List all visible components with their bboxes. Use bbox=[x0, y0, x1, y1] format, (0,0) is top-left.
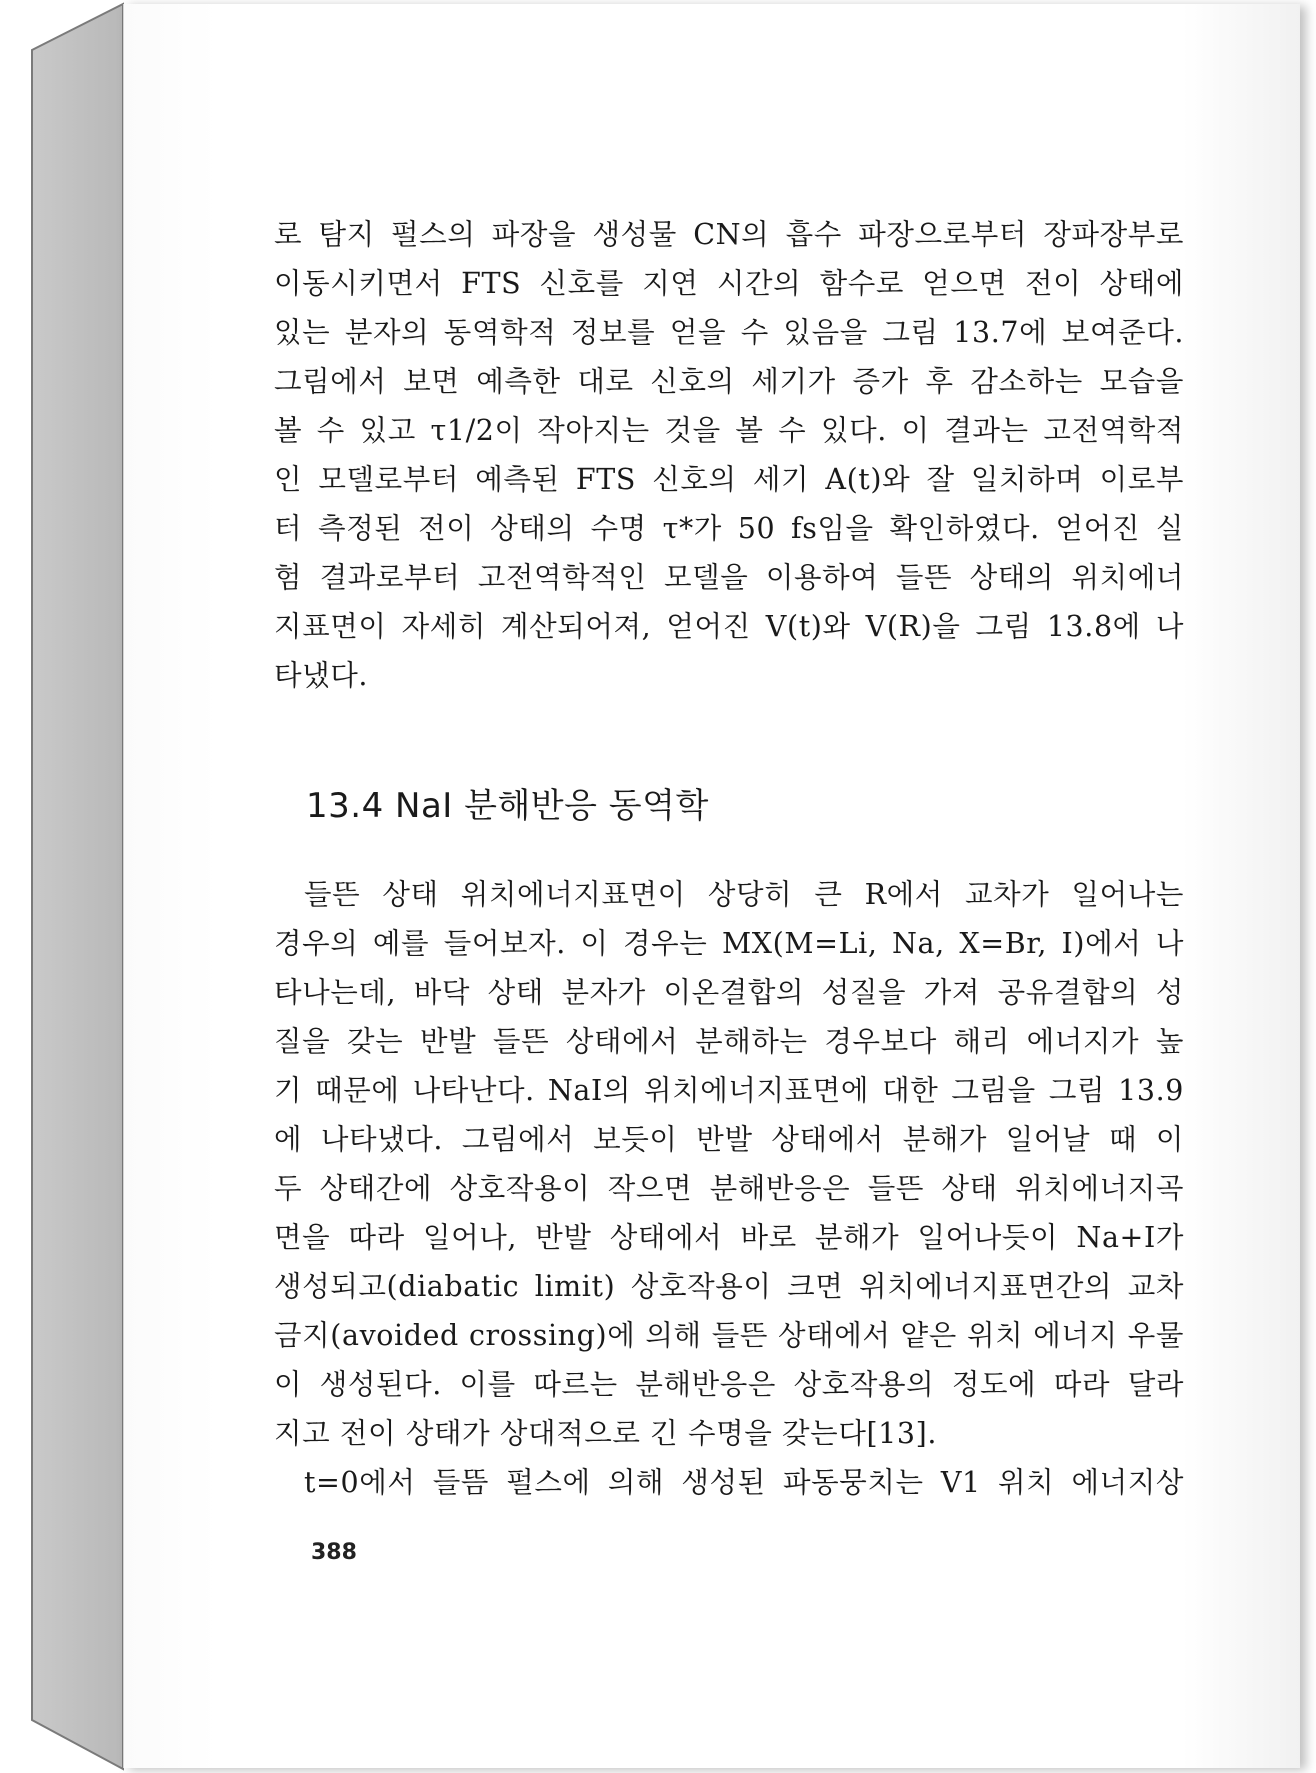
paragraph-2-line: t=0에서 들뜸 펄스에 의해 생성된 파동뭉치는 V1 위치 에너지상 bbox=[304, 1466, 1184, 1499]
paragraph-2-line: 두 상태간에 상호작용이 작으면 분해반응은 들뜬 상태 위치에너지곡 bbox=[274, 1172, 1184, 1205]
paragraph-1-line: 그림에서 보면 예측한 대로 신호의 세기가 증가 후 감소하는 모습을 bbox=[274, 365, 1184, 398]
paragraph-2-line: 이 생성된다. 이를 따르는 분해반응은 상호작용의 정도에 따라 달라 bbox=[274, 1368, 1184, 1401]
paragraph-1-line: 볼 수 있고 τ1/2이 작아지는 것을 볼 수 있다. 이 결과는 고전역학적 bbox=[274, 414, 1184, 447]
paragraph-1-line: 지표면이 자세히 계산되어져, 얻어진 V(t)와 V(R)을 그림 13.8에 나 bbox=[274, 610, 1184, 643]
paragraph-1-line: 험 결과로부터 고전역학적인 모델을 이용하여 들뜬 상태의 위치에너 bbox=[274, 561, 1184, 594]
paragraph-2-line: 타나는데, 바닥 상태 분자가 이온결합의 성질을 가져 공유결합의 성 bbox=[274, 976, 1184, 1009]
paragraph-2-line: 질을 갖는 반발 들뜬 상태에서 분해하는 경우보다 해리 에너지가 높 bbox=[274, 1025, 1184, 1058]
paragraph-2-line: 지고 전이 상태가 상대적으로 긴 수명을 갖는다[13]. bbox=[274, 1417, 938, 1450]
paragraph-1-line: 인 모델로부터 예측된 FTS 신호의 세기 A(t)와 잘 일치하며 이로부 bbox=[274, 463, 1184, 496]
section-heading: 13.4 NaI 분해반응 동역학 bbox=[306, 786, 709, 826]
paragraph-2-line: 들뜬 상태 위치에너지표면이 상당히 큰 R에서 교차가 일어나는 bbox=[304, 878, 1184, 911]
paragraph-1-line: 이동시키면서 FTS 신호를 지연 시간의 함수로 얻으면 전이 상태에 bbox=[274, 267, 1184, 300]
paragraph-1-line: 있는 분자의 동역학적 정보를 얻을 수 있음을 그림 13.7에 보여준다. bbox=[274, 316, 1184, 349]
paragraph-1-line: 타냈다. bbox=[274, 659, 369, 692]
paragraph-2-line: 경우의 예를 들어보자. 이 경우는 MX(M=Li, Na, X=Br, I)에서 나 bbox=[274, 927, 1184, 960]
paragraph-2-line: 생성되고(diabatic limit) 상호작용이 크면 위치에너지표면간의 교차 bbox=[274, 1270, 1184, 1303]
paragraph-1 bbox=[274, 210, 1184, 700]
paragraph-2 bbox=[274, 870, 1184, 1507]
paragraph-2-line: 면을 따라 일어나, 반발 상태에서 바로 분해가 일어나듯이 Na+I가 bbox=[274, 1221, 1184, 1254]
page-number: 388 bbox=[311, 1540, 357, 1565]
paragraph-2-line: 에 나타냈다. 그림에서 보듯이 반발 상태에서 분해가 일어날 때 이 bbox=[274, 1123, 1184, 1156]
paragraph-2-line: 금지(avoided crossing)에 의해 들뜬 상태에서 얕은 위치 에너지 우물 bbox=[274, 1319, 1184, 1352]
paragraph-2-line: 기 때문에 나타난다. NaI의 위치에너지표면에 대한 그림을 그림 13.9 bbox=[274, 1074, 1184, 1107]
paragraph-1-line: 로 탐지 펄스의 파장을 생성물 CN의 흡수 파장으로부터 장파장부로 bbox=[274, 218, 1184, 251]
paragraph-1-line: 터 측정된 전이 상태의 수명 τ*가 50 fs임을 확인하였다. 얻어진 실 bbox=[274, 512, 1184, 545]
